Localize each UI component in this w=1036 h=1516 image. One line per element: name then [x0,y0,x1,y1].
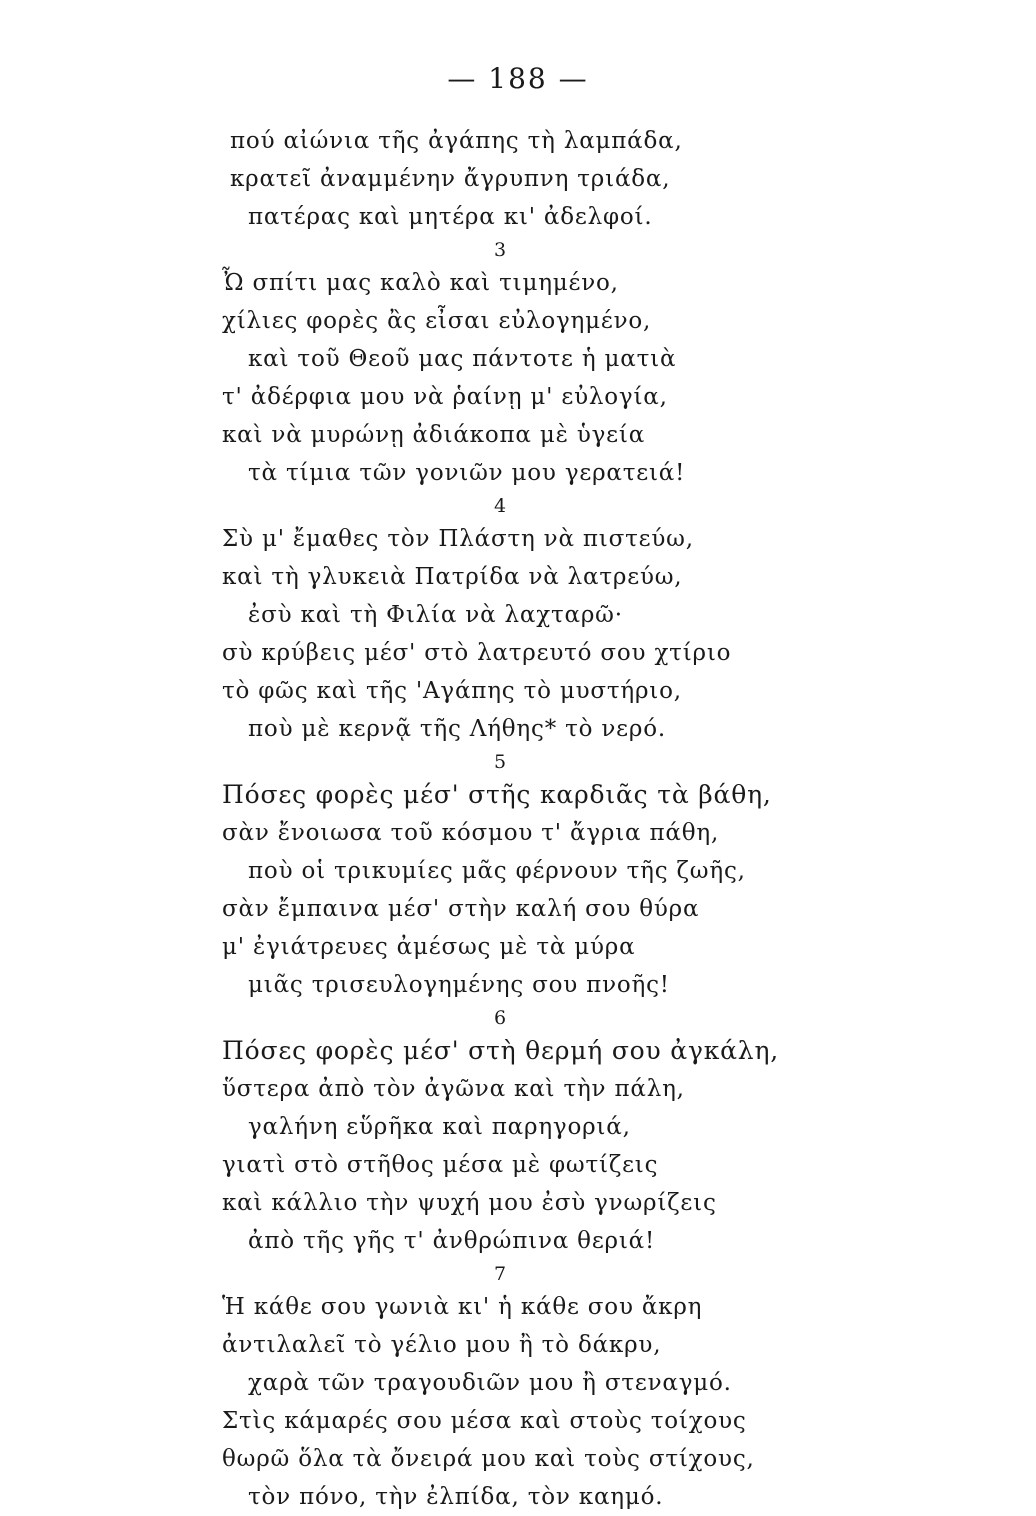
poem-line: θωρῶ ὅλα τὰ ὄνειρά μου καὶ τοὺς στίχους, [222,1446,755,1472]
poem-line: Στὶς κάμαρές σου μέσα καὶ στοὺς τοίχους [222,1408,747,1434]
stanza [222,748,942,1004]
poem-line: Πόσες φορὲς μέσ' στὴ θερμή σου ἀγκάλη, [222,1036,779,1065]
poem-line: κρατεῖ ἀναμμένην ἄγρυπνη τριάδα, [230,166,671,192]
stanza-number: 5 [494,751,507,773]
poem-line: καὶ κάλλιο τὴν ψυχή μου ἐσὺ γνωρίζεις [222,1190,717,1216]
poem-line: γαλήνη εὕρῆκα καὶ παρηγοριά, [248,1114,631,1140]
poem [222,122,942,1516]
poem-line: καὶ νὰ μυρώνῃ ἀδιάκοπα μὲ ὑγεία [222,422,646,448]
poem-line: ποὺ μὲ κερνᾷ τῆς Λήθης* τὸ νερό. [248,716,666,742]
poem-line: τὸν πόνο, τὴν ἐλπίδα, τὸν καημό. [248,1484,664,1510]
stanza [222,492,942,748]
poem-line: Ἡ κάθε σου γωνιὰ κι' ἡ κάθε σου ἄκρη [222,1294,703,1320]
poem-line: σὺ κρύβεις μέσ' στὸ λατρευτό σου χτίριο [222,640,732,666]
poem-line: Πόσες φορὲς μέσ' στῆς καρδιᾶς τὰ βάθη, [222,780,772,809]
poem-line: πατέρας καὶ μητέρα κι' ἀδελφοί. [248,204,653,230]
poem-line: γιατὶ στὸ στῆθος μέσα μὲ φωτίζεις [222,1152,659,1178]
poem-line: καὶ τὴ γλυκειὰ Πατρίδα νὰ λατρεύω, [222,564,683,590]
poem-line: σὰν ἔνοιωσα τοῦ κόσμου τ' ἄγρια πάθη, [222,820,720,846]
poem-line: Σὺ μ' ἔμαθες τὸν Πλάστη νὰ πιστεύω, [222,526,694,552]
stanza-number: 6 [494,1007,507,1029]
stanza [222,1260,942,1516]
poem-line: ὕστερα ἀπὸ τὸν ἀγῶνα καὶ τὴν πάλη, [222,1076,685,1102]
stanza-number: 4 [494,495,507,517]
poem-line: τὰ τίμια τῶν γονιῶν μου γερατειά! [248,460,686,486]
poem-line: χαρὰ τῶν τραγουδιῶν μου ἢ στεναγμό. [248,1370,732,1396]
stanza [222,1004,942,1260]
poem-line: μ' ἐγιάτρευες ἀμέσως μὲ τὰ μύρα [222,934,636,960]
poem-line: ποὺ οἱ τρικυμίες μᾶς φέρνουν τῆς ζωῆς, [248,858,746,884]
poem-line: καὶ τοῦ Θεοῦ μας πάντοτε ἡ ματιὰ [248,346,677,372]
poem-line: χίλιες φορὲς ἂς εἶσαι εὐλογημένο, [222,308,652,334]
poem-line: Ὦ σπίτι μας καλὸ καὶ τιμημένο, [222,270,619,296]
poem-line: σὰν ἔμπαινα μέσ' στὴν καλή σου θύρα [222,896,700,922]
poem-line: ἀντιλαλεῖ τὸ γέλιο μου ἢ τὸ δάκρυ, [222,1332,662,1358]
poem-line: ἐσὺ καὶ τὴ Φιλία νὰ λαχταρῶ· [248,602,623,628]
stanza [222,236,942,492]
poem-line: ἀπὸ τῆς γῆς τ' ἀνθρώπινα θεριά! [248,1228,656,1254]
stanza-number: 3 [494,239,507,261]
poem-line: μιᾶς τρισευλογημένης σου πνοῆς! [248,972,670,998]
poem-line: τ' ἀδέρφια μου νὰ ῥαίνῃ μ' εὐλογία, [222,384,668,410]
poem-line: πού αἰώνια τῆς ἀγάπης τὴ λαμπάδα, [230,128,683,154]
poem-line: τὸ φῶς καὶ τῆς 'Αγάπης τὸ μυστήριο, [222,678,682,704]
stanza-number: 7 [494,1263,507,1285]
stanza [222,122,942,236]
page-number: — 188 — [447,62,589,95]
